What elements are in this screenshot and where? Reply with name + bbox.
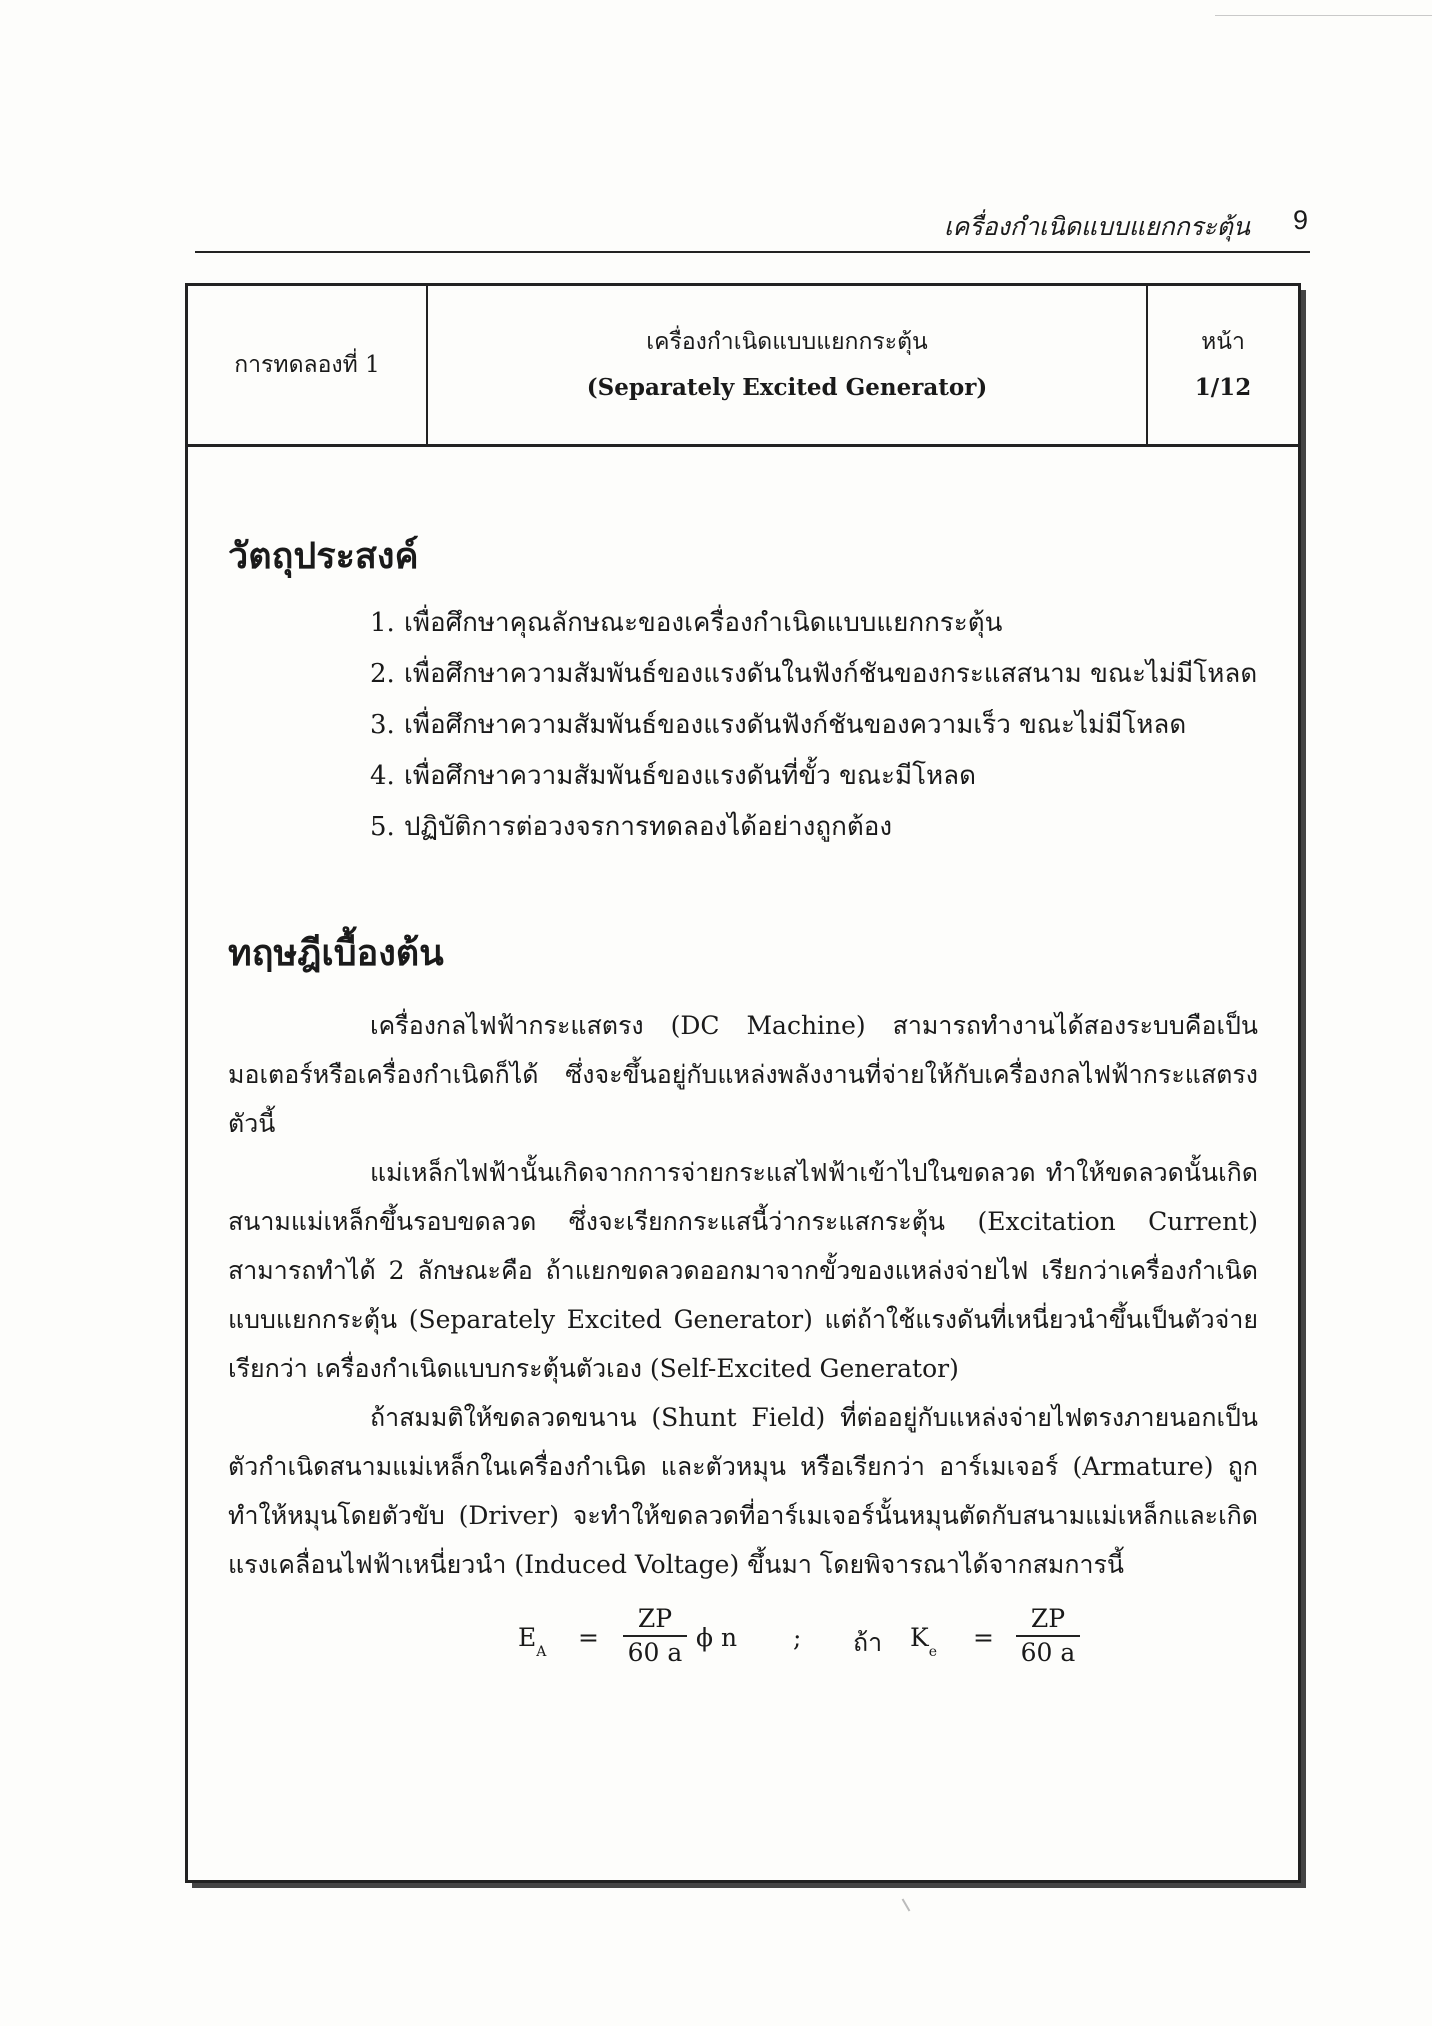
experiment-title-th: เครื่องกำเนิดแบบแยกกระตุ้น [646, 329, 928, 355]
objective-item [370, 649, 1258, 700]
main-content [228, 526, 1258, 1683]
objective-item [370, 802, 1258, 853]
equation-fraction [1016, 1603, 1080, 1669]
objective-text: เพื่อศึกษาความสัมพันธ์ของแรงดันฟังก์ชันของความเร็ว ขณะไม่มีโหลด [404, 710, 1187, 740]
fraction-numerator: ZP [1016, 1603, 1080, 1637]
experiment-header-table [188, 286, 1298, 447]
equation-separator: ; [793, 1623, 802, 1652]
theory-paragraph: แม่เหล็กไฟฟ้านั้นเกิดจากการจ่ายกระแสไฟฟ้าเข้าไปในขดลวด ทำให้ขดลวดนั้นเกิดสนามแม่เหล็กขึ้นรอบขดลวด ซึ่งจะเรียกกระแสนี้ว่ากระแสกระตุ้น (Excitation Current) สามารถทำได้ 2 ลักษณะคือ ถ้าแยกขดลวดออกมาจากขั้วของแหล่งจ่ายไฟ เรียกว่าเครื่องกำเนิดแบบแยกกระตุ้น (Separately Excited Generator) แต่ถ้าใช้แรงดันที่เหนี่ยวนำขึ้นเป็นตัวจ่าย เรียกว่า เครื่องกำเนิดแบบกระตุ้นตัวเอง (Self-Excited Generator) [228, 1158, 1258, 1383]
equation-lhs: $E_A$ [518, 1623, 547, 1660]
objective-text: เพื่อศึกษาคุณลักษณะของเครื่องกำเนิดแบบแยกกระตุ้น [404, 608, 1003, 638]
equation-k: $K_e$ [910, 1623, 937, 1660]
equation-if-word: ถ้า [853, 1628, 883, 1657]
theory-paragraph: ถ้าสมมติให้ขดลวดขนาน (Shunt Field) ที่ต่ออยู่กับแหล่งจ่ายไฟตรงภายนอกเป็นตัวกำเนิดสนามแม่เหล็กในเครื่องกำเนิด และตัวหมุน หรือเรียกว่า อาร์เมเจอร์ (Armature) ถูกทำให้หมุนโดยตัวขับ (Driver) จะทำให้ขดลวดที่อาร์เมเจอร์นั้นหมุนตัดกับสนามแม่เหล็กและเกิดแรงเคลื่อนไฟฟ้าเหนี่ยวนำ (Induced Voltage) ขึ้นมา โดยพิจารณาได้จากสมการนี้ [228, 1403, 1258, 1579]
document-frame [185, 283, 1301, 1883]
fraction-denominator: 60 a [1020, 1638, 1076, 1667]
objective-text: เพื่อศึกษาความสัมพันธ์ของแรงดันในฟังก์ชันของกระแสสนาม ขณะไม่มีโหลด [404, 659, 1258, 689]
theory-paragraph: เครื่องกลไฟฟ้ากระแสตรง (DC Machine) สามารถทำงานได้สองระบบคือเป็นมอเตอร์หรือเครื่องกำเนิดก็ได้ ซึ่งจะขึ้นอยู่กับแหล่งพลังงานที่จ่ายให้กับเครื่องกลไฟฟ้ากระแสตรงตัวนี้ [228, 1011, 1258, 1138]
fraction-numerator: ZP [623, 1603, 687, 1637]
fraction-denominator: 60 a [627, 1638, 683, 1667]
objective-item [370, 700, 1258, 751]
objective-number: 4. [370, 761, 395, 791]
experiment-number-cell [188, 286, 428, 444]
page-value: 1/12 [1194, 374, 1252, 401]
objective-text: เพื่อศึกษาความสัมพันธ์ของแรงดันที่ขั้ว ขณะมีโหลด [404, 761, 976, 791]
objective-number: 3. [370, 710, 395, 740]
scan-artifact [902, 1898, 911, 1911]
page-count-cell [1148, 286, 1298, 444]
equation-equals: = [973, 1623, 994, 1652]
objective-number: 1. [370, 608, 395, 638]
equation-fraction [623, 1603, 687, 1669]
experiment-title-en: (Separately Excited Generator) [586, 374, 988, 401]
page-number: 9 [1292, 205, 1308, 235]
scan-edge-line [1215, 15, 1432, 16]
objective-number: 2. [370, 659, 395, 689]
objective-item [370, 598, 1258, 649]
objectives-heading: วัตถุประสงค์ [228, 535, 419, 577]
objective-number: 5. [370, 812, 395, 842]
running-header [195, 205, 1310, 253]
objective-item [370, 751, 1258, 802]
theory-heading: ทฤษฎีเบื้องต้น [228, 932, 444, 974]
page-label: หน้า [1201, 329, 1245, 355]
objective-text: ปฏิบัติการต่อวงจรการทดลองได้อย่างถูกต้อง [404, 812, 893, 842]
equation-equals: = [578, 1623, 599, 1652]
equation-phi-n: ϕ n [696, 1623, 738, 1652]
experiment-title-cell [428, 286, 1148, 444]
experiment-label: การทดลองที่ 1 [234, 352, 380, 378]
induced-voltage-equation [518, 1603, 1258, 1683]
running-header-title: เครื่องกำเนิดแบบแยกกระตุ้น [943, 212, 1250, 241]
objectives-list [228, 598, 1258, 853]
